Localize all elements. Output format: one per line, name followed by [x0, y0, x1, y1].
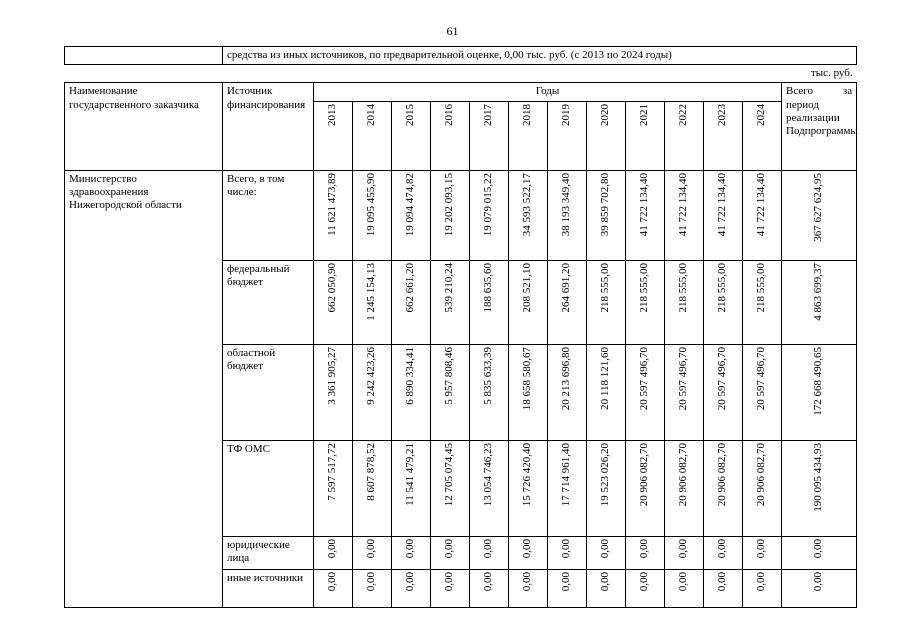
value-text: 39 859 702,80	[599, 172, 612, 236]
value-text: 20 118 121,60	[599, 346, 612, 410]
value-cell	[548, 569, 587, 607]
value-cell	[431, 440, 470, 536]
total-cell	[782, 170, 857, 260]
header-total: Всего за период реализации Подпрограммы	[782, 83, 857, 170]
source-label: Всего, в том числе:	[223, 170, 314, 260]
value-cell	[743, 569, 782, 607]
year-label: 2024	[755, 103, 768, 126]
value-cell	[392, 536, 431, 569]
page-number: 61	[446, 24, 459, 38]
value-text: 17 714 961,40	[560, 442, 573, 506]
value-cell	[587, 260, 626, 344]
value-cell	[587, 170, 626, 260]
value-cell	[665, 536, 704, 569]
year-label: 2020	[599, 103, 612, 126]
value-cell	[470, 260, 509, 344]
value-text: 41 722 134,40	[755, 172, 768, 236]
value-text: 5 835 633,39	[482, 346, 495, 405]
value-text: 0,00	[716, 538, 729, 558]
value-cell	[548, 536, 587, 569]
value-text: 7 597 517,72	[326, 442, 339, 501]
value-text: 218 555,00	[638, 262, 651, 313]
value-text: 20 597 496,70	[638, 346, 651, 410]
value-text: 0,00	[521, 538, 534, 558]
value-text: 41 722 134,40	[716, 172, 729, 236]
value-cell	[314, 440, 353, 536]
value-text: 188 635,60	[482, 262, 495, 313]
value-cell	[743, 440, 782, 536]
value-text: 11 621 473,89	[326, 172, 339, 236]
value-text: 0,00	[599, 571, 612, 591]
value-cell	[353, 344, 392, 440]
value-cell	[470, 170, 509, 260]
value-text: 208 521,10	[521, 262, 534, 313]
value-text: 0,00	[326, 538, 339, 558]
value-cell	[431, 344, 470, 440]
value-cell	[743, 344, 782, 440]
value-text: 19 202 093,15	[443, 172, 456, 236]
year-header-cell	[704, 101, 743, 170]
header-client: Наименование государственного заказчика	[65, 83, 223, 170]
value-cell	[704, 440, 743, 536]
funding-note: средства из иных источников, по предварительной оценке, 0,00 тыс. руб. (с 2013 по 2024 годы)	[223, 47, 857, 65]
year-label: 2019	[560, 103, 573, 126]
value-cell	[704, 344, 743, 440]
year-label: 2015	[404, 103, 417, 126]
value-text: 5 957 808,46	[443, 346, 456, 405]
value-text: 662 661,20	[404, 262, 417, 313]
value-cell	[626, 260, 665, 344]
value-text: 41 722 134,40	[677, 172, 690, 236]
value-text: 20 906 082,70	[677, 442, 690, 506]
value-cell	[665, 170, 704, 260]
value-cell	[548, 344, 587, 440]
value-cell	[392, 344, 431, 440]
funding-table	[64, 46, 857, 608]
year-header-cell	[353, 101, 392, 170]
year-label: 2017	[482, 103, 495, 126]
value-text: 20 906 082,70	[638, 442, 651, 506]
value-text: 19 079 015,22	[482, 172, 495, 236]
client-name: Министерство здравоохранения Нижегородской области	[65, 170, 223, 607]
value-cell	[626, 170, 665, 260]
unit-label: тыс. руб.	[810, 67, 853, 80]
header-years-group: Годы	[314, 83, 782, 101]
value-cell	[587, 536, 626, 569]
value-text: 0,00	[638, 538, 651, 558]
value-text: 11 541 479,21	[404, 442, 417, 506]
value-cell	[665, 260, 704, 344]
year-header-cell	[587, 101, 626, 170]
value-cell	[470, 536, 509, 569]
value-text: 0,00	[560, 538, 573, 558]
value-cell	[665, 344, 704, 440]
value-text: 0,00	[560, 571, 573, 591]
value-text: 0,00	[365, 538, 378, 558]
value-cell	[353, 170, 392, 260]
value-text: 0,00	[482, 571, 495, 591]
value-cell	[548, 260, 587, 344]
value-cell	[626, 536, 665, 569]
year-header-cell	[470, 101, 509, 170]
value-cell	[392, 440, 431, 536]
value-cell	[509, 536, 548, 569]
value-text: 0,00	[755, 571, 768, 591]
value-text: 0,00	[443, 538, 456, 558]
year-header-cell	[431, 101, 470, 170]
value-text: 662 050,90	[326, 262, 339, 313]
year-header-cell	[314, 101, 353, 170]
value-cell	[743, 536, 782, 569]
value-text: 539 210,24	[443, 262, 456, 313]
total-cell	[782, 440, 857, 536]
value-cell	[470, 440, 509, 536]
year-header-cell	[392, 101, 431, 170]
value-text: 20 906 082,70	[716, 442, 729, 506]
source-label: иные источники	[223, 569, 314, 607]
value-text: 218 555,00	[755, 262, 768, 313]
value-cell	[626, 344, 665, 440]
value-text: 0,00	[404, 538, 417, 558]
value-text: 0,00	[326, 571, 339, 591]
year-header-cell	[548, 101, 587, 170]
header-source: Источник финансирования	[223, 83, 314, 170]
value-cell	[509, 170, 548, 260]
value-text: 0,00	[404, 571, 417, 591]
year-label: 2023	[716, 103, 729, 126]
total-text: 172 668 490,65	[812, 346, 825, 416]
value-cell	[392, 569, 431, 607]
value-text: 34 593 522,17	[521, 172, 534, 236]
value-cell	[743, 170, 782, 260]
value-text: 41 722 134,40	[638, 172, 651, 236]
value-text: 8 607 878,52	[365, 442, 378, 501]
value-text: 0,00	[716, 571, 729, 591]
value-cell	[548, 440, 587, 536]
value-text: 0,00	[638, 571, 651, 591]
value-cell	[353, 569, 392, 607]
value-text: 18 658 580,67	[521, 346, 534, 410]
value-cell	[665, 440, 704, 536]
value-cell	[626, 569, 665, 607]
source-label: федеральный бюджет	[223, 260, 314, 344]
year-label: 2022	[677, 103, 690, 126]
value-cell	[392, 260, 431, 344]
value-cell	[470, 344, 509, 440]
year-label: 2013	[326, 103, 339, 126]
value-text: 19 094 474,82	[404, 172, 417, 236]
value-cell	[431, 170, 470, 260]
value-text: 0,00	[677, 538, 690, 558]
value-text: 0,00	[677, 571, 690, 591]
source-label: ТФ ОМС	[223, 440, 314, 536]
value-cell	[353, 440, 392, 536]
table-row	[65, 170, 857, 260]
value-text: 1 245 154,13	[365, 262, 378, 321]
total-text: 190 095 434,93	[812, 442, 825, 512]
year-header-cell	[665, 101, 704, 170]
value-text: 218 555,00	[677, 262, 690, 313]
value-cell	[704, 260, 743, 344]
value-cell	[392, 170, 431, 260]
value-cell	[509, 440, 548, 536]
total-text: 0,00	[812, 571, 825, 591]
value-cell	[665, 569, 704, 607]
value-cell	[509, 569, 548, 607]
value-cell	[704, 170, 743, 260]
value-cell	[431, 536, 470, 569]
value-cell	[587, 440, 626, 536]
value-cell	[470, 569, 509, 607]
year-header-cell	[626, 101, 665, 170]
total-text: 0,00	[812, 538, 825, 558]
value-text: 9 242 423,26	[365, 346, 378, 405]
value-text: 264 691,20	[560, 262, 573, 313]
value-text: 12 705 074,45	[443, 442, 456, 506]
value-text: 218 555,00	[599, 262, 612, 313]
value-text: 20 597 496,70	[716, 346, 729, 410]
value-text: 38 193 349,40	[560, 172, 573, 236]
value-cell	[431, 260, 470, 344]
note-spacer-cell	[65, 47, 223, 65]
total-cell	[782, 536, 857, 569]
value-cell	[626, 440, 665, 536]
value-cell	[314, 536, 353, 569]
value-text: 0,00	[443, 571, 456, 591]
value-text: 20 906 082,70	[755, 442, 768, 506]
value-cell	[314, 569, 353, 607]
value-text: 6 890 334,41	[404, 346, 417, 405]
total-text: 4 863 699,37	[812, 262, 825, 321]
value-cell	[587, 344, 626, 440]
value-cell	[509, 344, 548, 440]
value-text: 0,00	[599, 538, 612, 558]
value-text: 218 555,00	[716, 262, 729, 313]
value-text: 19 523 026,20	[599, 442, 612, 506]
value-text: 0,00	[755, 538, 768, 558]
value-cell	[743, 260, 782, 344]
value-text: 0,00	[521, 571, 534, 591]
value-cell	[704, 569, 743, 607]
value-cell	[314, 344, 353, 440]
value-cell	[587, 569, 626, 607]
value-text: 20 597 496,70	[677, 346, 690, 410]
total-cell	[782, 569, 857, 607]
value-text: 20 597 496,70	[755, 346, 768, 410]
year-label: 2018	[521, 103, 534, 126]
value-cell	[314, 170, 353, 260]
year-label: 2016	[443, 103, 456, 126]
value-text: 0,00	[365, 571, 378, 591]
value-text: 3 361 905,27	[326, 346, 339, 405]
value-cell	[704, 536, 743, 569]
year-label: 2014	[365, 103, 378, 126]
value-text: 13 054 746,23	[482, 442, 495, 506]
year-label: 2021	[638, 103, 651, 126]
total-cell	[782, 260, 857, 344]
year-header-cell	[509, 101, 548, 170]
value-cell	[353, 260, 392, 344]
value-cell	[431, 569, 470, 607]
value-text: 19 095 455,90	[365, 172, 378, 236]
value-text: 15 726 420,40	[521, 442, 534, 506]
value-cell	[314, 260, 353, 344]
value-text: 0,00	[482, 538, 495, 558]
source-label: юридические лица	[223, 536, 314, 569]
source-label: областной бюджет	[223, 344, 314, 440]
value-cell	[353, 536, 392, 569]
value-cell	[548, 170, 587, 260]
year-header-cell	[743, 101, 782, 170]
value-text: 20 213 696,80	[560, 346, 573, 410]
value-cell	[509, 260, 548, 344]
total-cell	[782, 344, 857, 440]
total-text: 367 627 624,95	[812, 172, 825, 242]
